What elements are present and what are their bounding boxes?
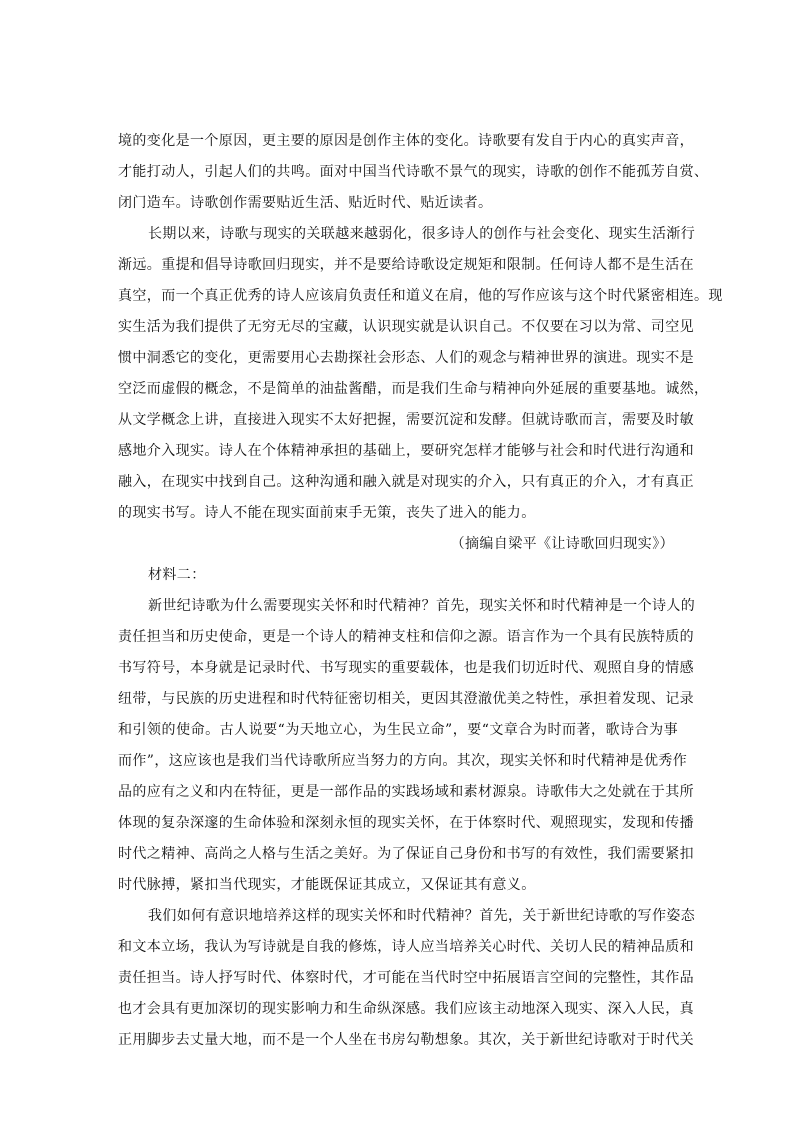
paragraph-first-line: 我们如何有意识地培养这样的现实关怀和时代精神？首先，关于新世纪诗歌的写作姿态 [148,908,696,924]
text-line: 实生活为我们提供了无穷无尽的宝藏，认识现实就是认识自己。不仅要在习以为常、司空见 [118,319,694,335]
text-line: 责任担当和历史使命，更是一个诗人的精神支柱和信仰之源。语言作为一个具有民族特质的 [118,629,694,645]
text-line: 的现实书写。诗人不能在现实面前束手无策，丧失了进入的能力。 [118,505,536,521]
text-line: 渐远。重提和倡导诗歌回归现实，并不是要给诗歌设定规矩和限制。任何诗人都不是生活在 [118,257,694,273]
text-line: 而作”，这应该也是我们当代诗歌所应当努力的方向。其次，现实关怀和时代精神是优秀作 [118,753,688,769]
text-line: 纽带，与民族的历史进程和时代特征密切相关，更因其澄澈优美之特性，承担着发现、记录 [118,691,694,707]
text-line: 和引领的使命。古人说要“为天地立心，为生民立命”，要“文章合为时而著，歌诗合为事 [118,722,678,738]
text-line: 闭门造车。诗歌创作需要贴近生活、贴近时代、贴近读者。 [118,195,493,211]
text-line: 真空，而一个真正优秀的诗人应该肩负责任和道义在肩，他的写作应该与这个时代紧密相连。现 [118,288,723,304]
text-line: 时代之精神、高尚之人格与生活之美好。为了保证自己身份和书写的有效性，我们需要紧扣 [118,846,694,862]
document-body [118,126,723,1056]
text-line: 惯中洞悉它的变化，更需要用心去勘探社会形态、人们的观念与精神世界的演进。现实不是 [118,350,694,366]
text-line: 才能打动人，引起人们的共鸣。面对中国当代诗歌不景气的现实，诗歌的创作不能孤芳自赏、 [118,164,709,180]
text-line: 和文本立场，我认为写诗就是自我的修炼，诗人应当培养关心时代、关切人民的精神品质和 [118,939,694,955]
source-citation: （摘编自梁平《让诗歌回归现实》） [450,536,674,552]
text-line: 责任担当。诗人抒写时代、体察时代，才可能在当代时空中拓展语言空间的完整性，其作品 [118,970,694,986]
paragraph-first-line: 长期以来，诗歌与现实的关联越来越弱化，很多诗人的创作与社会变化、现实生活渐行 [148,226,696,242]
section-heading: 材料二： [148,567,206,583]
text-line: 品的应有之义和内在特征，更是一部作品的实践场域和素材源泉。诗歌伟大之处就在于其所 [118,784,694,800]
text-line: 空泛而虚假的概念，不是简单的油盐酱醋，而是我们生命与精神向外延展的重要基地。诚然， [118,381,709,397]
text-line: 书写符号，本身就是记录时代、书写现实的重要载体，也是我们切近时代、观照自身的情感 [118,660,694,676]
text-line: 融入，在现实中找到自己。这种沟通和融入就是对现实的介入，只有真正的介入，才有真正 [118,474,694,490]
paragraph-first-line: 新世纪诗歌为什么需要现实关怀和时代精神？首先，现实关怀和时代精神是一个诗人的 [148,598,696,614]
text-line: 感地介入现实。诗人在个体精神承担的基础上，要研究怎样才能够与社会和时代进行沟通和 [118,443,694,459]
text-line: 从文学概念上讲，直接进入现实不太好把握，需要沉淀和发酵。但就诗歌而言，需要及时敏 [118,412,694,428]
text-line: 时代脉搏，紧扣当代现实，才能既保证其成立，又保证其有意义。 [118,877,536,893]
text-line: 正用脚步去丈量大地，而不是一个人坐在书房勾勒想象。其次，关于新世纪诗歌对于时代关 [118,1032,694,1048]
text-line: 体现的复杂深邃的生命体验和深刻永恒的现实关怀，在于体察时代、观照现实，发现和传播 [118,815,694,831]
text-line: 境的变化是一个原因，更主要的原因是创作主体的变化。诗歌要有发自于内心的真实声音， [118,133,694,149]
text-line: 也才会具有更加深切的现实影响力和生命纵深感。我们应该主动地深入现实、深入人民，真 [118,1001,694,1017]
